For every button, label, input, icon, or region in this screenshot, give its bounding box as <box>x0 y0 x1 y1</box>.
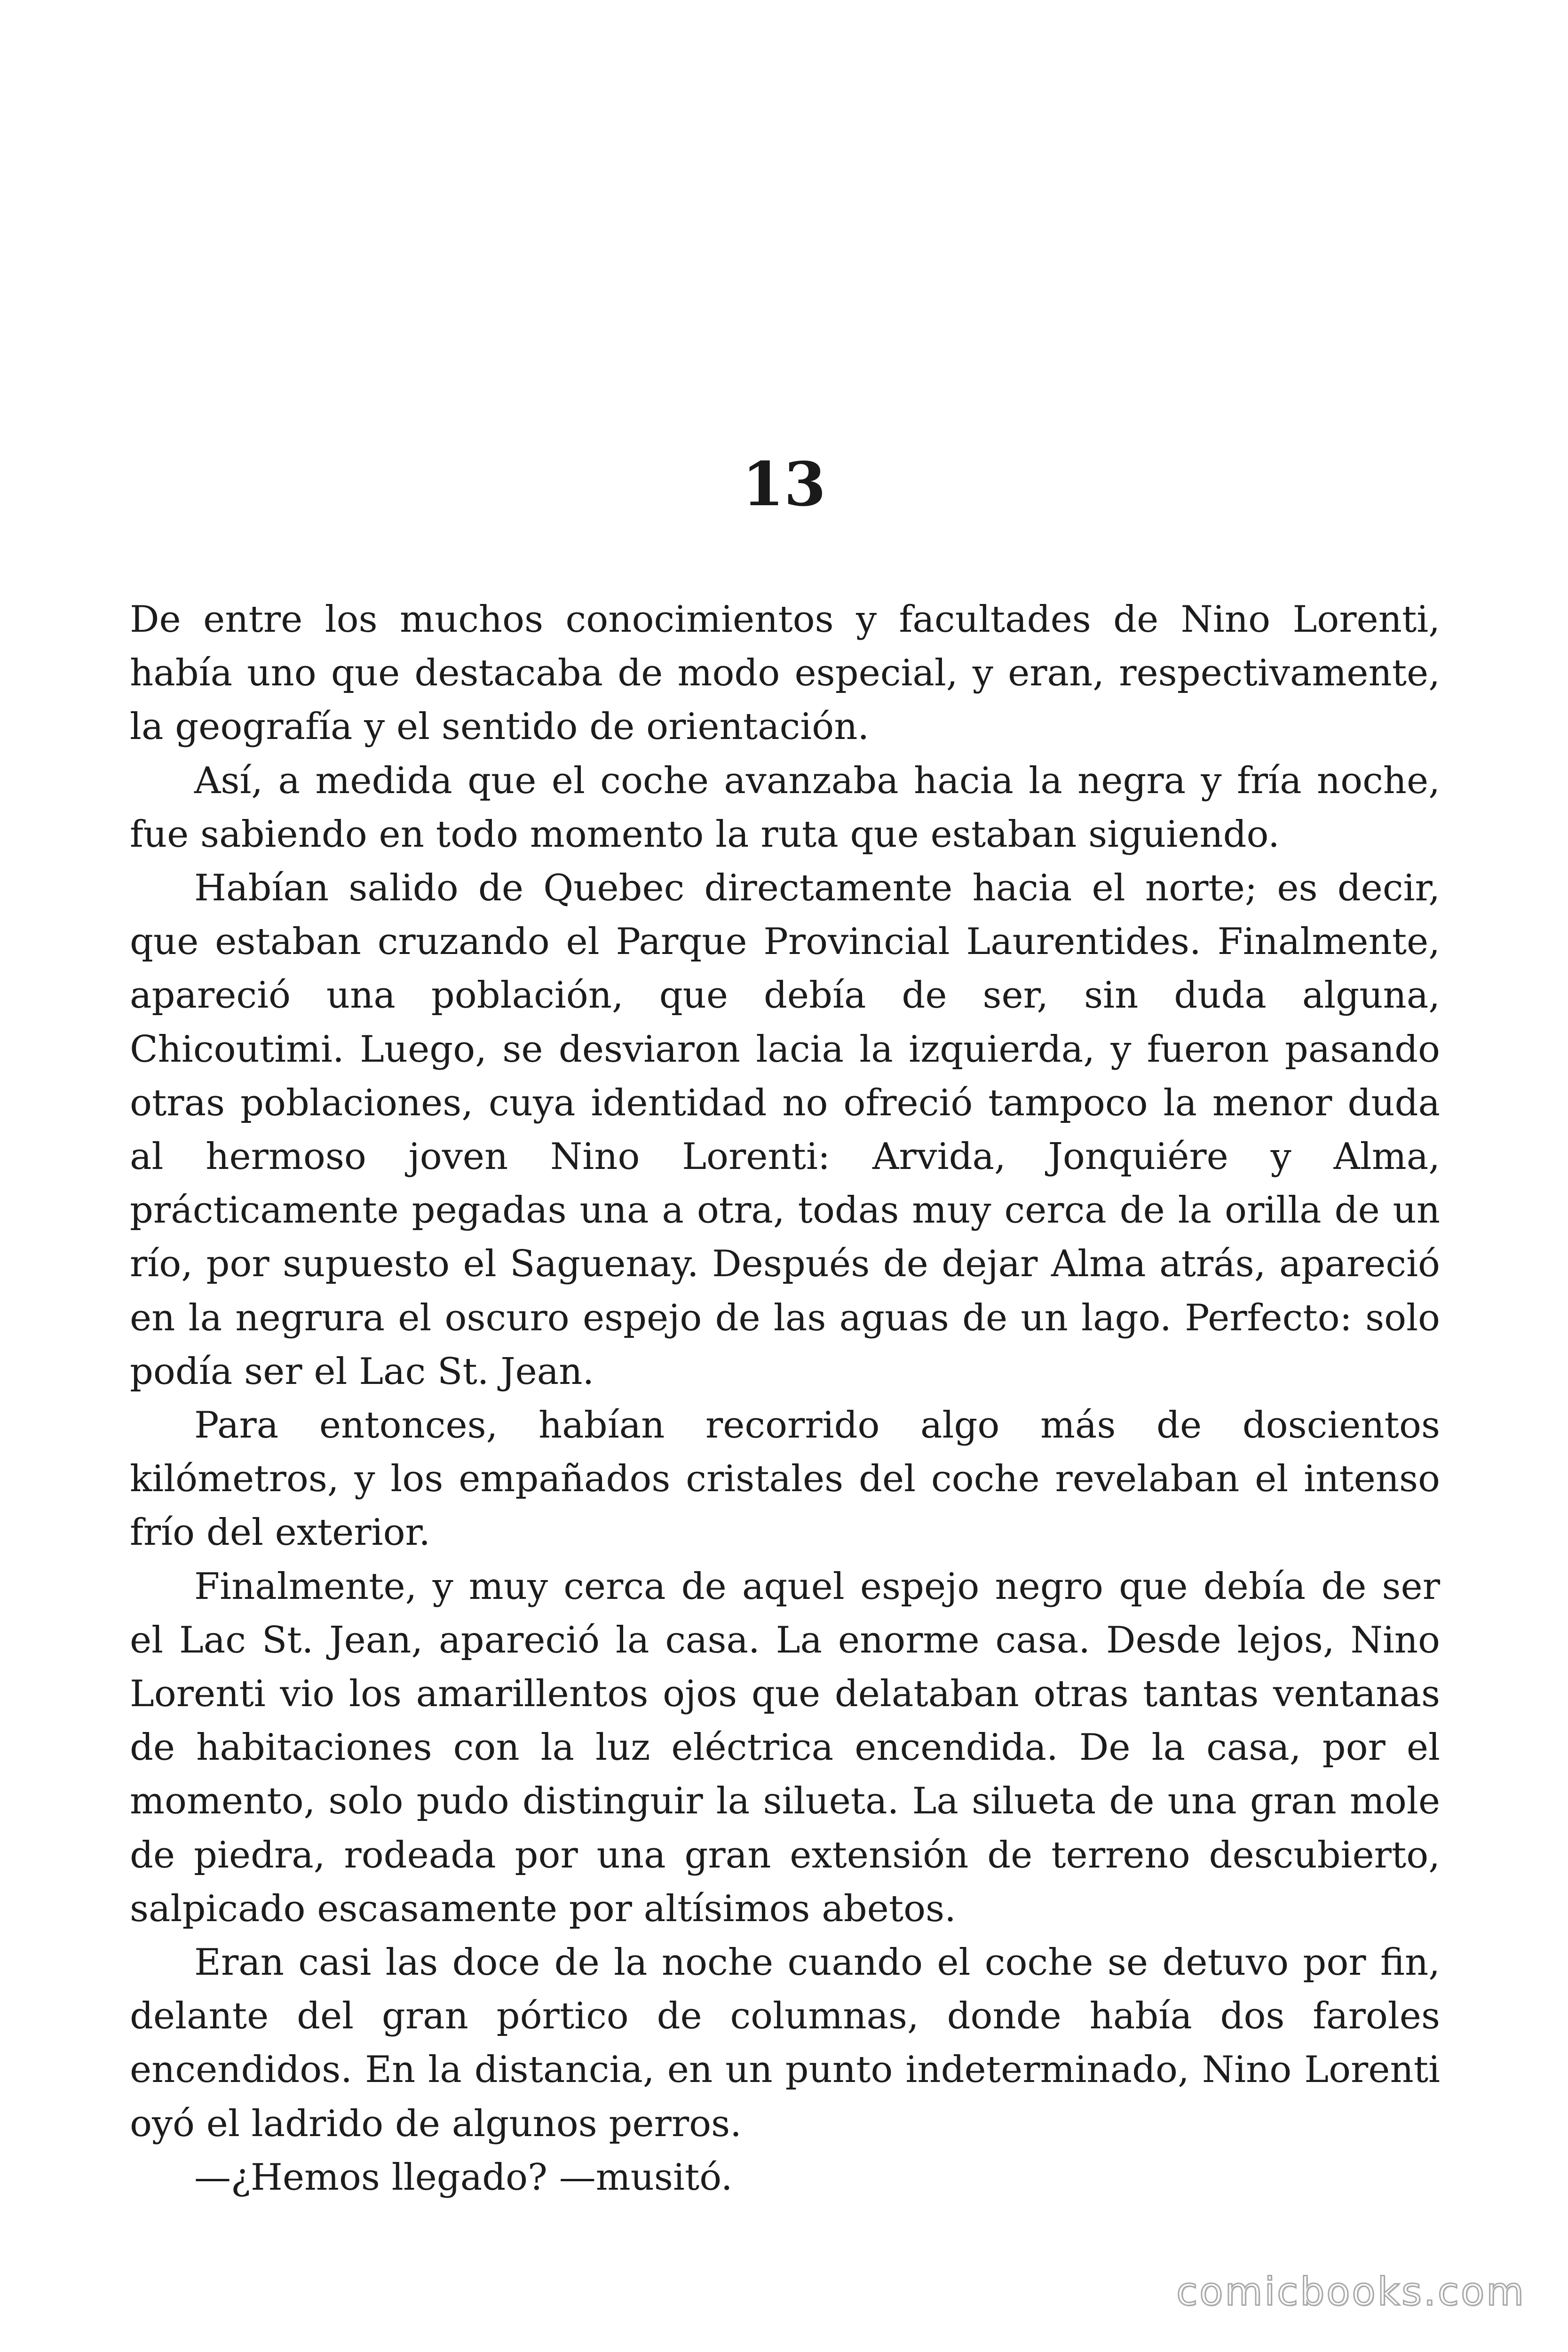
paragraph: De entre los muchos conocimientos y facultades de Nino Lorenti, había uno que destacaba de modo especial, y eran, respectivamente, la geografía y el sentido de orientación. <box>130 598 1440 748</box>
chapter-body <box>130 593 1440 2204</box>
watermark: comicbooks.com <box>1176 2270 1526 2314</box>
paragraph: Así, a medida que el coche avanzaba hacia la negra y fría noche, fue sabiendo en todo momento la ruta que estaban siguiendo. <box>130 759 1440 856</box>
paragraph: Eran casi las doce de la noche cuando el coche se detuvo por fin, delante del gran pórtico de columnas, donde había dos faroles encendidos. En la distancia, en un punto indeterminado, Nino Lorenti oyó el ladrido de algunos perros. <box>130 1941 1440 2145</box>
paragraph: Habían salido de Quebec directamente hacia el norte; es decir, que estaban cruzando el Parque Provincial Laurentides. Finalmente, apareció una población, que debía de ser, sin duda alguna, Chicoutimi. Luego, se desviaron lacia la izquierda, y fueron pasando otras poblaciones, cuya identidad no ofreció tampoco la menor duda al hermoso joven Nino Lorenti: Arvida, Jonquiére y Alma, prácticamente pegadas una a otra, todas muy cerca de la orilla de un río, por supuesto el Saguenay. Después de dejar Alma atrás, apareció en la negrura el oscuro espejo de las aguas de un lago. Perfecto: solo podía ser el Lac St. Jean. <box>130 867 1440 1393</box>
dialogue-line: —¿Hemos llegado? —musitó. <box>194 2156 733 2199</box>
chapter-number: 13 <box>742 449 826 520</box>
paragraph: Finalmente, y muy cerca de aquel espejo negro que debía de ser el Lac St. Jean, apareció la casa. La enorme casa. Desde lejos, Nino Lorenti vio los amarillentos ojos que delataban otras tantas ventanas de habitaciones con la luz eléctrica encendida. De la casa, por el momento, solo pudo distinguir la silueta. La silueta de una gran mole de piedra, rodeada por una gran extensión de terreno descubierto, salpicado escasamente por altísimos abetos. <box>130 1565 1440 1930</box>
paragraph: Para entonces, habían recorrido algo más de doscientos kilómetros, y los empañados cristales del coche revelaban el intenso frío del exterior. <box>130 1404 1440 1554</box>
